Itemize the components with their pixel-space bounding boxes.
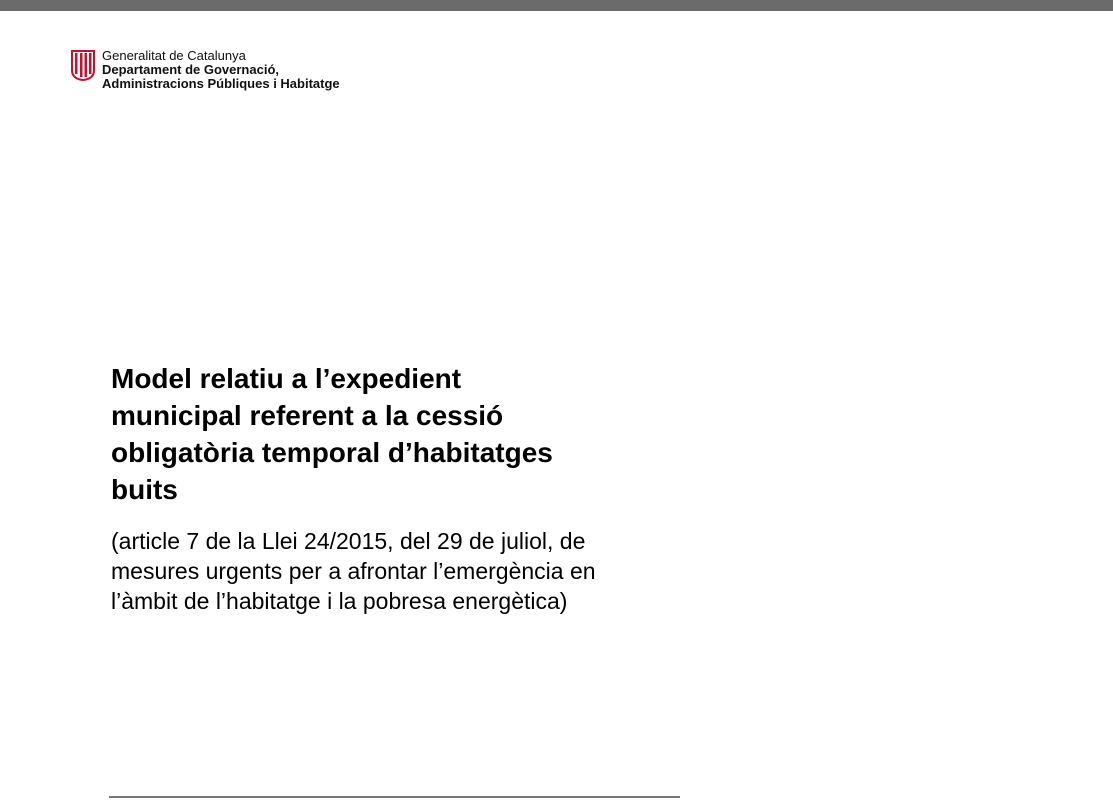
- generalitat-logo: [70, 49, 340, 91]
- top-bar: [0, 0, 1113, 11]
- org-name: [102, 49, 340, 91]
- subtitle-line: (article 7 de la Llei 24/2015, del 29 de juliol, de: [111, 528, 586, 554]
- org-line-1: Generalitat de Catalunya: [102, 48, 246, 63]
- subtitle-line: l’àmbit de l’habitatge i la pobresa energètica): [111, 588, 568, 614]
- document-subtitle: [111, 526, 711, 616]
- catalan-flag-emblem-icon: [70, 50, 96, 81]
- title-line: buits: [111, 474, 178, 505]
- bottom-divider: [109, 796, 680, 798]
- org-line-3: Administracions Públiques i Habitatge: [102, 76, 340, 91]
- subtitle-line: mesures urgents per a afrontar l’emergència en: [111, 558, 596, 584]
- document-title: [111, 360, 691, 508]
- title-line: obligatòria temporal d’habitatges: [111, 437, 553, 468]
- org-line-2: Departament de Governació,: [102, 62, 279, 77]
- title-line: Model relatiu a l’expedient: [111, 363, 462, 394]
- title-line: municipal referent a la cessió: [111, 400, 504, 431]
